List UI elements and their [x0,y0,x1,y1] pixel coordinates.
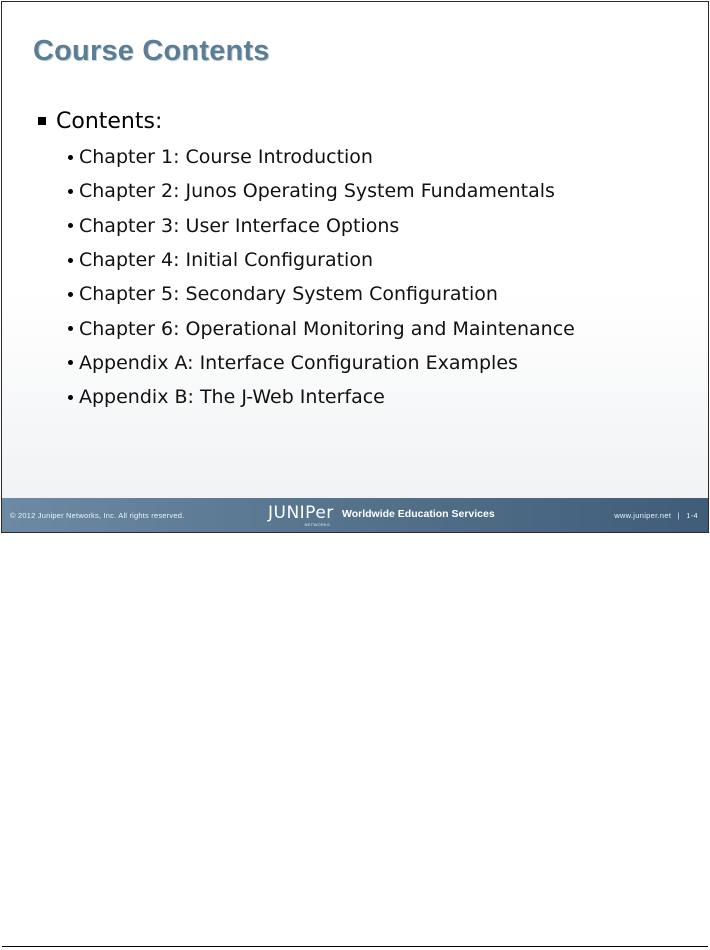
slide-footer [2,498,708,532]
list-item [66,174,696,208]
list-item [66,380,696,414]
list-item-text: Chapter 3: User Interface Options [79,214,400,237]
list-item-text: Chapter 5: Secondary System Configuration [79,283,498,306]
list-item-text: Chapter 1: Course Introduction [79,146,373,169]
bullet-icon [68,189,73,194]
bullet-icon [68,395,73,400]
footer-site [614,511,698,520]
bullet-icon [68,292,73,297]
list-item [66,277,696,311]
slide-content [36,106,696,414]
list-item [66,140,696,174]
list-item-text: Chapter 2: Junos Operating System Fundamentals [79,180,555,203]
footer-separator: | [677,511,680,520]
bullet-icon [68,326,73,331]
section-heading-label: Contents: [56,108,163,134]
square-bullet-icon [38,117,46,125]
copyright-text: © 2012 Juniper Networks, Inc. All rights reserved. [10,511,185,520]
logo-wordmark: JUNIPer [268,503,334,523]
juniper-logo [268,502,332,528]
list-item-text: Appendix A: Interface Configuration Examples [79,351,518,374]
list-item-text: Appendix B: The J-Web Interface [79,386,385,409]
bullet-icon [68,223,73,228]
slide-title: Course Contents [33,35,270,67]
contents-list [36,140,696,414]
bullet-icon [68,360,73,365]
list-item [66,346,696,380]
bullet-icon [68,258,73,263]
slide [1,1,709,533]
section-heading [36,106,696,136]
page-bottom-rule [2,946,708,947]
website-link[interactable]: www.juniper.net [614,511,672,520]
footer-tagline: Worldwide Education Services [342,508,495,520]
list-item-text: Chapter 4: Initial Configuration [79,249,373,272]
list-item [66,209,696,243]
bullet-icon [68,155,73,160]
list-item-text: Chapter 6: Operational Monitoring and Maintenance [79,317,575,340]
logo-subtext: NETWORKS [304,522,330,527]
page-number: 1-4 [686,511,698,520]
list-item [66,311,696,345]
list-item [66,243,696,277]
